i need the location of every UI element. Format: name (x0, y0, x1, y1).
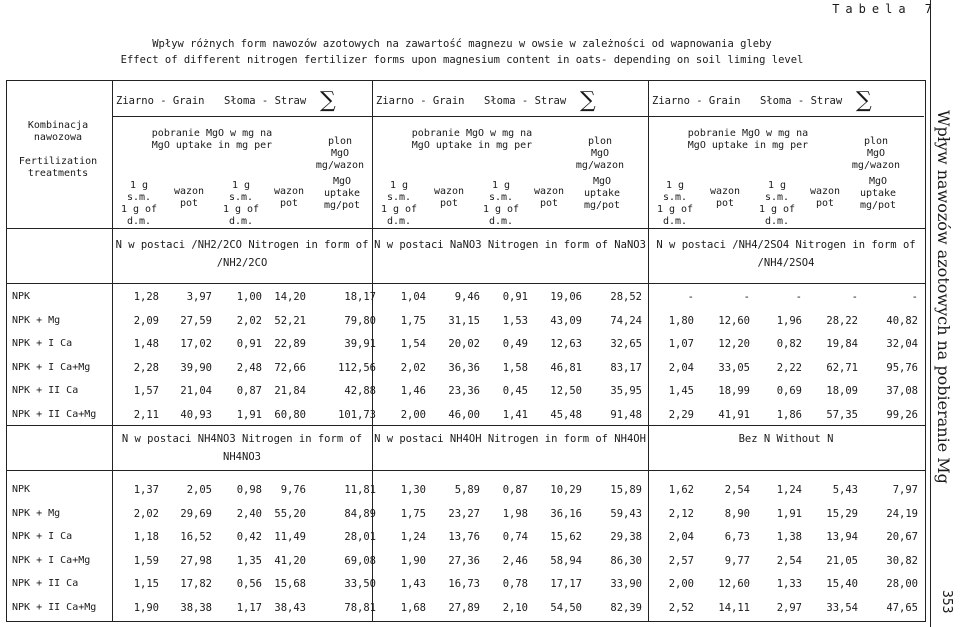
table-cell: - (911, 291, 918, 303)
table-cell: 27,98 (180, 554, 212, 567)
table-cell: 2,10 (502, 601, 528, 614)
table-cell: 39,91 (344, 338, 376, 350)
per-pot-header: wazon pot (533, 186, 565, 209)
table-cell: 8,90 (724, 507, 750, 520)
table-cell: 11,81 (344, 484, 376, 496)
table-cell: 10,29 (550, 484, 582, 496)
per-gram-header: 1 g s.m. 1 g of d.m. (120, 180, 158, 227)
row-rule (6, 425, 925, 426)
table-cell: 2,09 (133, 314, 159, 327)
table-cell: 1,04 (400, 291, 426, 303)
table-cell: 1,07 (668, 338, 694, 350)
table-cell: 2,04 (668, 531, 694, 543)
section-title: N w postaci /NH2/2CO Nitrogen in form of /NH2/2CO (115, 239, 369, 269)
table-cell: 28,52 (610, 291, 642, 303)
table-cell: 33,54 (826, 601, 858, 614)
table-cell: 43,09 (550, 314, 582, 327)
sum-header: ∑ (320, 88, 336, 113)
table-cell: 55,20 (274, 507, 306, 520)
table-cell: 21,84 (274, 385, 306, 397)
table-cell: 20,02 (448, 338, 480, 350)
table-cell: 62,71 (826, 361, 858, 374)
row-rule (6, 470, 925, 471)
straw-header: Słoma - Straw (484, 95, 567, 107)
table-cell: 0,87 (236, 385, 262, 397)
table-cell: 41,91 (718, 408, 750, 421)
table-cell: 99,26 (886, 408, 918, 421)
table-cell: 0,42 (236, 531, 262, 543)
table-number: Tabela 7 (832, 2, 938, 16)
table-cell: 28,00 (886, 578, 918, 590)
table-cell: 1,28 (133, 291, 159, 303)
grain-header: Ziarno - Grain (116, 95, 205, 107)
row-label: NPK + I Ca+Mg (12, 554, 91, 566)
table-cell: 1,58 (502, 361, 528, 374)
table-cell: 11,49 (274, 531, 306, 543)
table-cell: 0,56 (236, 578, 262, 590)
table-cell: 1,45 (668, 385, 694, 397)
table-cell: 86,30 (610, 554, 642, 567)
table-cell: 9,46 (454, 291, 480, 303)
table-cell: 12,50 (550, 385, 582, 397)
per-pot-header: wazon pot (809, 186, 841, 209)
row-label: NPK + I Ca (12, 338, 73, 349)
table-cell: 14,11 (718, 601, 750, 614)
table-cell: 28,22 (826, 314, 858, 327)
table-cell: 32,04 (886, 338, 918, 350)
table-cell: 2,29 (668, 408, 694, 421)
table-cell: 0,49 (502, 338, 528, 350)
table-cell: 2,48 (236, 361, 262, 374)
table-cell: 14,20 (274, 291, 306, 303)
row-label: NPK + I Ca (12, 531, 73, 542)
table-cell: 2,00 (668, 578, 694, 590)
table-cell: 101,73 (338, 408, 376, 421)
table-cell: 2,11 (133, 408, 159, 421)
table-cell: 28,01 (344, 531, 376, 543)
table-cell: 1,33 (776, 578, 802, 590)
table-cell: 1,68 (400, 601, 426, 614)
table-cell: 35,95 (610, 385, 642, 397)
table-cell: 37,08 (886, 385, 918, 397)
table-cell: - (743, 291, 750, 303)
per-gram-header: 1 g s.m. 1 g of d.m. (758, 180, 796, 227)
section-title: N w postaci /NH4/2SO4 Nitrogen in form of /NH4/2SO4 (656, 239, 916, 269)
table-cell: 2,00 (400, 408, 426, 421)
table-cell: 33,90 (610, 578, 642, 590)
table-cell: 0,82 (776, 338, 802, 350)
table-cell: 60,80 (274, 408, 306, 421)
per-gram-header: 1 g s.m. 1 g of d.m. (222, 180, 260, 227)
table-cell: 1,41 (502, 408, 528, 421)
row-label: NPK + II Ca+Mg (12, 601, 97, 613)
table-cell: 18,09 (826, 385, 858, 397)
table-cell: 1,37 (133, 484, 159, 496)
table-cell: 13,94 (826, 531, 858, 543)
table-cell: 24,19 (886, 507, 918, 520)
table-cell: 22,89 (274, 338, 306, 350)
row-rule (112, 116, 924, 117)
table-cell: 1,24 (400, 531, 426, 543)
table-cell: 2,97 (776, 601, 802, 614)
per-gram-header: 1 g s.m. 1 g of d.m. (380, 180, 418, 227)
yield-header: plon MgO mg/wazon (315, 136, 365, 171)
table-cell: 29,38 (610, 531, 642, 543)
table-cell: 1,35 (236, 554, 262, 567)
table-cell: 2,57 (668, 554, 694, 567)
per-pot-header: wazon pot (709, 186, 741, 209)
table-cell: 46,00 (448, 408, 480, 421)
table-cell: 3,97 (186, 291, 212, 303)
table-cell: 1,46 (400, 385, 426, 397)
table-cell: 82,39 (610, 601, 642, 614)
table-cell: 29,69 (180, 507, 212, 520)
table-cell: 54,50 (550, 601, 582, 614)
table-cell: 17,17 (550, 578, 582, 590)
row-label: NPK + II Ca+Mg (12, 408, 97, 420)
uptake-header: pobranie MgO w mg na MgO uptake in mg per (151, 128, 273, 151)
table-cell: 1,91 (776, 507, 802, 520)
table-cell: 2,54 (776, 554, 802, 567)
table-cell: 15,62 (550, 531, 582, 543)
grain-header: Ziarno - Grain (376, 95, 465, 107)
table-cell: 19,06 (550, 291, 582, 303)
table-cell: 12,60 (718, 314, 750, 327)
table-cell: 0,78 (502, 578, 528, 590)
row-label: NPK + II Ca (12, 385, 79, 396)
row-label: NPK + II Ca (12, 578, 79, 589)
row-rule (6, 283, 925, 284)
table-cell: 83,17 (610, 361, 642, 374)
table-cell: 15,40 (826, 578, 858, 590)
table-cell: 1,00 (236, 291, 262, 303)
table-cell: 59,43 (610, 507, 642, 520)
mgo-uptake-header: MgO uptake mg/pot (583, 176, 621, 211)
table-cell: 1,96 (776, 314, 802, 327)
table-cell: 52,21 (274, 314, 306, 327)
table-cell: 2,02 (236, 314, 262, 327)
table-cell: 39,90 (180, 361, 212, 374)
table-cell: 47,65 (886, 601, 918, 614)
mgo-uptake-header: MgO uptake mg/pot (323, 176, 361, 211)
table-cell: 0,98 (236, 484, 262, 496)
per-gram-header: 1 g s.m. 1 g of d.m. (482, 180, 520, 227)
per-pot-header: wazon pot (433, 186, 465, 209)
table-cell: 2,40 (236, 507, 262, 520)
table-cell: 1,15 (133, 578, 159, 590)
table-cell: 15,89 (610, 484, 642, 496)
table-cell: - (687, 291, 694, 303)
row-label: NPK + Mg (12, 507, 61, 519)
section-title: Bez N Without N (738, 433, 834, 445)
table-cell: 57,35 (826, 408, 858, 421)
table-cell: 1,98 (502, 507, 528, 520)
table-cell: 12,20 (718, 338, 750, 350)
table-cell: 12,60 (718, 578, 750, 590)
table-cell: 18,99 (718, 385, 750, 397)
table-cell: 6,73 (724, 531, 750, 543)
row-label: NPK + Mg (12, 314, 61, 326)
table-cell: 16,52 (180, 531, 212, 543)
table-cell: 2,52 (668, 601, 694, 614)
table-cell: 1,59 (133, 554, 159, 567)
table-cell: 79,80 (344, 314, 376, 327)
title-polish: Wpływ różnych form nawozów azotowych na zawartość magnezu w owsie w zależności od wapnowania gleby (152, 38, 772, 50)
table-cell: 40,82 (886, 314, 918, 327)
table-cell: 2,02 (133, 507, 159, 520)
table-cell: 41,20 (274, 554, 306, 567)
table-cell: 1,17 (236, 601, 262, 614)
table-cell: 2,04 (668, 361, 694, 374)
table-cell: 21,05 (826, 554, 858, 567)
row-label: NPK + I Ca+Mg (12, 361, 91, 373)
table-cell: 16,73 (448, 578, 480, 590)
table-cell: 36,16 (550, 507, 582, 520)
table-cell: 27,59 (180, 314, 212, 327)
table-cell: 1,54 (400, 338, 426, 350)
table-cell: 27,36 (448, 554, 480, 567)
table-cell: 2,28 (133, 361, 159, 374)
table-cell: 15,29 (826, 507, 858, 520)
table-cell: 45,48 (550, 408, 582, 421)
table-cell: 19,84 (826, 338, 858, 350)
table-cell: 2,02 (400, 361, 426, 374)
table-cell: 32,65 (610, 338, 642, 350)
table-cell: 1,90 (400, 554, 426, 567)
table-cell: 38,43 (274, 601, 306, 614)
uptake-header: pobranie MgO w mg na MgO uptake in mg per (687, 128, 809, 151)
table-cell: 23,36 (448, 385, 480, 397)
table-cell: 1,30 (400, 484, 426, 496)
table-cell: 9,77 (724, 554, 750, 567)
section-title: N w postaci NaNO3 Nitrogen in form of NaNO3 (374, 239, 646, 251)
table-cell: 7,97 (892, 484, 918, 496)
table-cell: 17,02 (180, 338, 212, 350)
table-cell: 84,89 (344, 507, 376, 520)
table-cell: 58,94 (550, 554, 582, 567)
table-cell: 1,62 (668, 484, 694, 496)
table-cell: 36,36 (448, 361, 480, 374)
title-english: Effect of different nitrogen fertilizer forms upon magnesium content in oats- depending on soil liming level (120, 54, 804, 66)
table-cell: 1,24 (776, 484, 802, 496)
table-cell: 72,66 (274, 361, 306, 374)
table-cell: 0,91 (502, 291, 528, 303)
per-gram-header: 1 g s.m. 1 g of d.m. (656, 180, 694, 227)
table-cell: - (851, 291, 858, 303)
table-cell: 1,90 (133, 601, 159, 614)
table-cell: 1,57 (133, 385, 159, 397)
table-cell: 1,75 (400, 314, 426, 327)
table-cell: 46,81 (550, 361, 582, 374)
grain-header: Ziarno - Grain (652, 95, 741, 107)
page-number: 353 (939, 590, 954, 614)
mgo-uptake-header: MgO uptake mg/pot (859, 176, 897, 211)
table-cell: 112,56 (338, 361, 376, 374)
table-cell: 40,93 (180, 408, 212, 421)
straw-header: Słoma - Straw (224, 95, 307, 107)
row-rule (6, 228, 925, 229)
table-cell: - (795, 291, 802, 303)
table-cell: 74,24 (610, 314, 642, 327)
table-cell: 78,81 (344, 601, 376, 614)
table-cell: 2,54 (724, 484, 750, 496)
table-cell: 91,48 (610, 408, 642, 421)
table-cell: 33,50 (344, 578, 376, 590)
table-cell: 1,43 (400, 578, 426, 590)
page-edge-line (930, 0, 931, 627)
table-cell: 95,76 (886, 361, 918, 374)
table-cell: 20,67 (886, 531, 918, 543)
table-cell: 0,45 (502, 385, 528, 397)
table-cell: 5,89 (454, 484, 480, 496)
table-cell: 0,74 (502, 531, 528, 543)
table-cell: 27,89 (448, 601, 480, 614)
table-cell: 69,08 (344, 554, 376, 567)
table-cell: 2,46 (502, 554, 528, 567)
running-title: Wpływ nawozów azotowych na pobieranie Mg (934, 110, 953, 484)
table-cell: 2,22 (776, 361, 802, 374)
table-cell: 23,27 (448, 507, 480, 520)
table-cell: 2,12 (668, 507, 694, 520)
row-label: NPK (12, 291, 31, 302)
row-label: NPK (12, 484, 31, 495)
table-cell: 1,18 (133, 531, 159, 543)
table-cell: 1,80 (668, 314, 694, 327)
table-cell: 0,69 (776, 385, 802, 397)
treatment-header: Kombinacja nawozowa Fertilization treatments (18, 120, 98, 179)
table-cell: 1,75 (400, 507, 426, 520)
table-cell: 1,53 (502, 314, 528, 327)
table-cell: 13,76 (448, 531, 480, 543)
sum-header: ∑ (856, 88, 872, 113)
straw-header: Słoma - Straw (760, 95, 843, 107)
yield-header: plon MgO mg/wazon (851, 136, 901, 171)
table-cell: 18,17 (344, 291, 376, 303)
section-title: N w postaci NH4NO3 Nitrogen in form of NH4NO3 (121, 433, 363, 463)
table-cell: 12,63 (550, 338, 582, 350)
yield-header: plon MgO mg/wazon (575, 136, 625, 171)
table-cell: 30,82 (886, 554, 918, 567)
table-cell: 17,82 (180, 578, 212, 590)
table-cell: 15,68 (274, 578, 306, 590)
table-cell: 33,05 (718, 361, 750, 374)
table-cell: 5,43 (832, 484, 858, 496)
table-cell: 0,91 (236, 338, 262, 350)
table-cell: 21,04 (180, 385, 212, 397)
table-cell: 1,86 (776, 408, 802, 421)
table-cell: 42,88 (344, 385, 376, 397)
per-pot-header: wazon pot (273, 186, 305, 209)
table-cell: 1,48 (133, 338, 159, 350)
table-cell: 2,05 (186, 484, 212, 496)
per-pot-header: wazon pot (173, 186, 205, 209)
table-cell: 9,76 (280, 484, 306, 496)
table-cell: 0,87 (502, 484, 528, 496)
uptake-header: pobranie MgO w mg na MgO uptake in mg per (411, 128, 533, 151)
table-cell: 1,91 (236, 408, 262, 421)
section-title: N w postaci NH4OH Nitrogen in form of NH4OH (374, 433, 646, 445)
table-cell: 38,38 (180, 601, 212, 614)
table-cell: 1,38 (776, 531, 802, 543)
sum-header: ∑ (580, 88, 596, 113)
table-cell: 31,15 (448, 314, 480, 327)
